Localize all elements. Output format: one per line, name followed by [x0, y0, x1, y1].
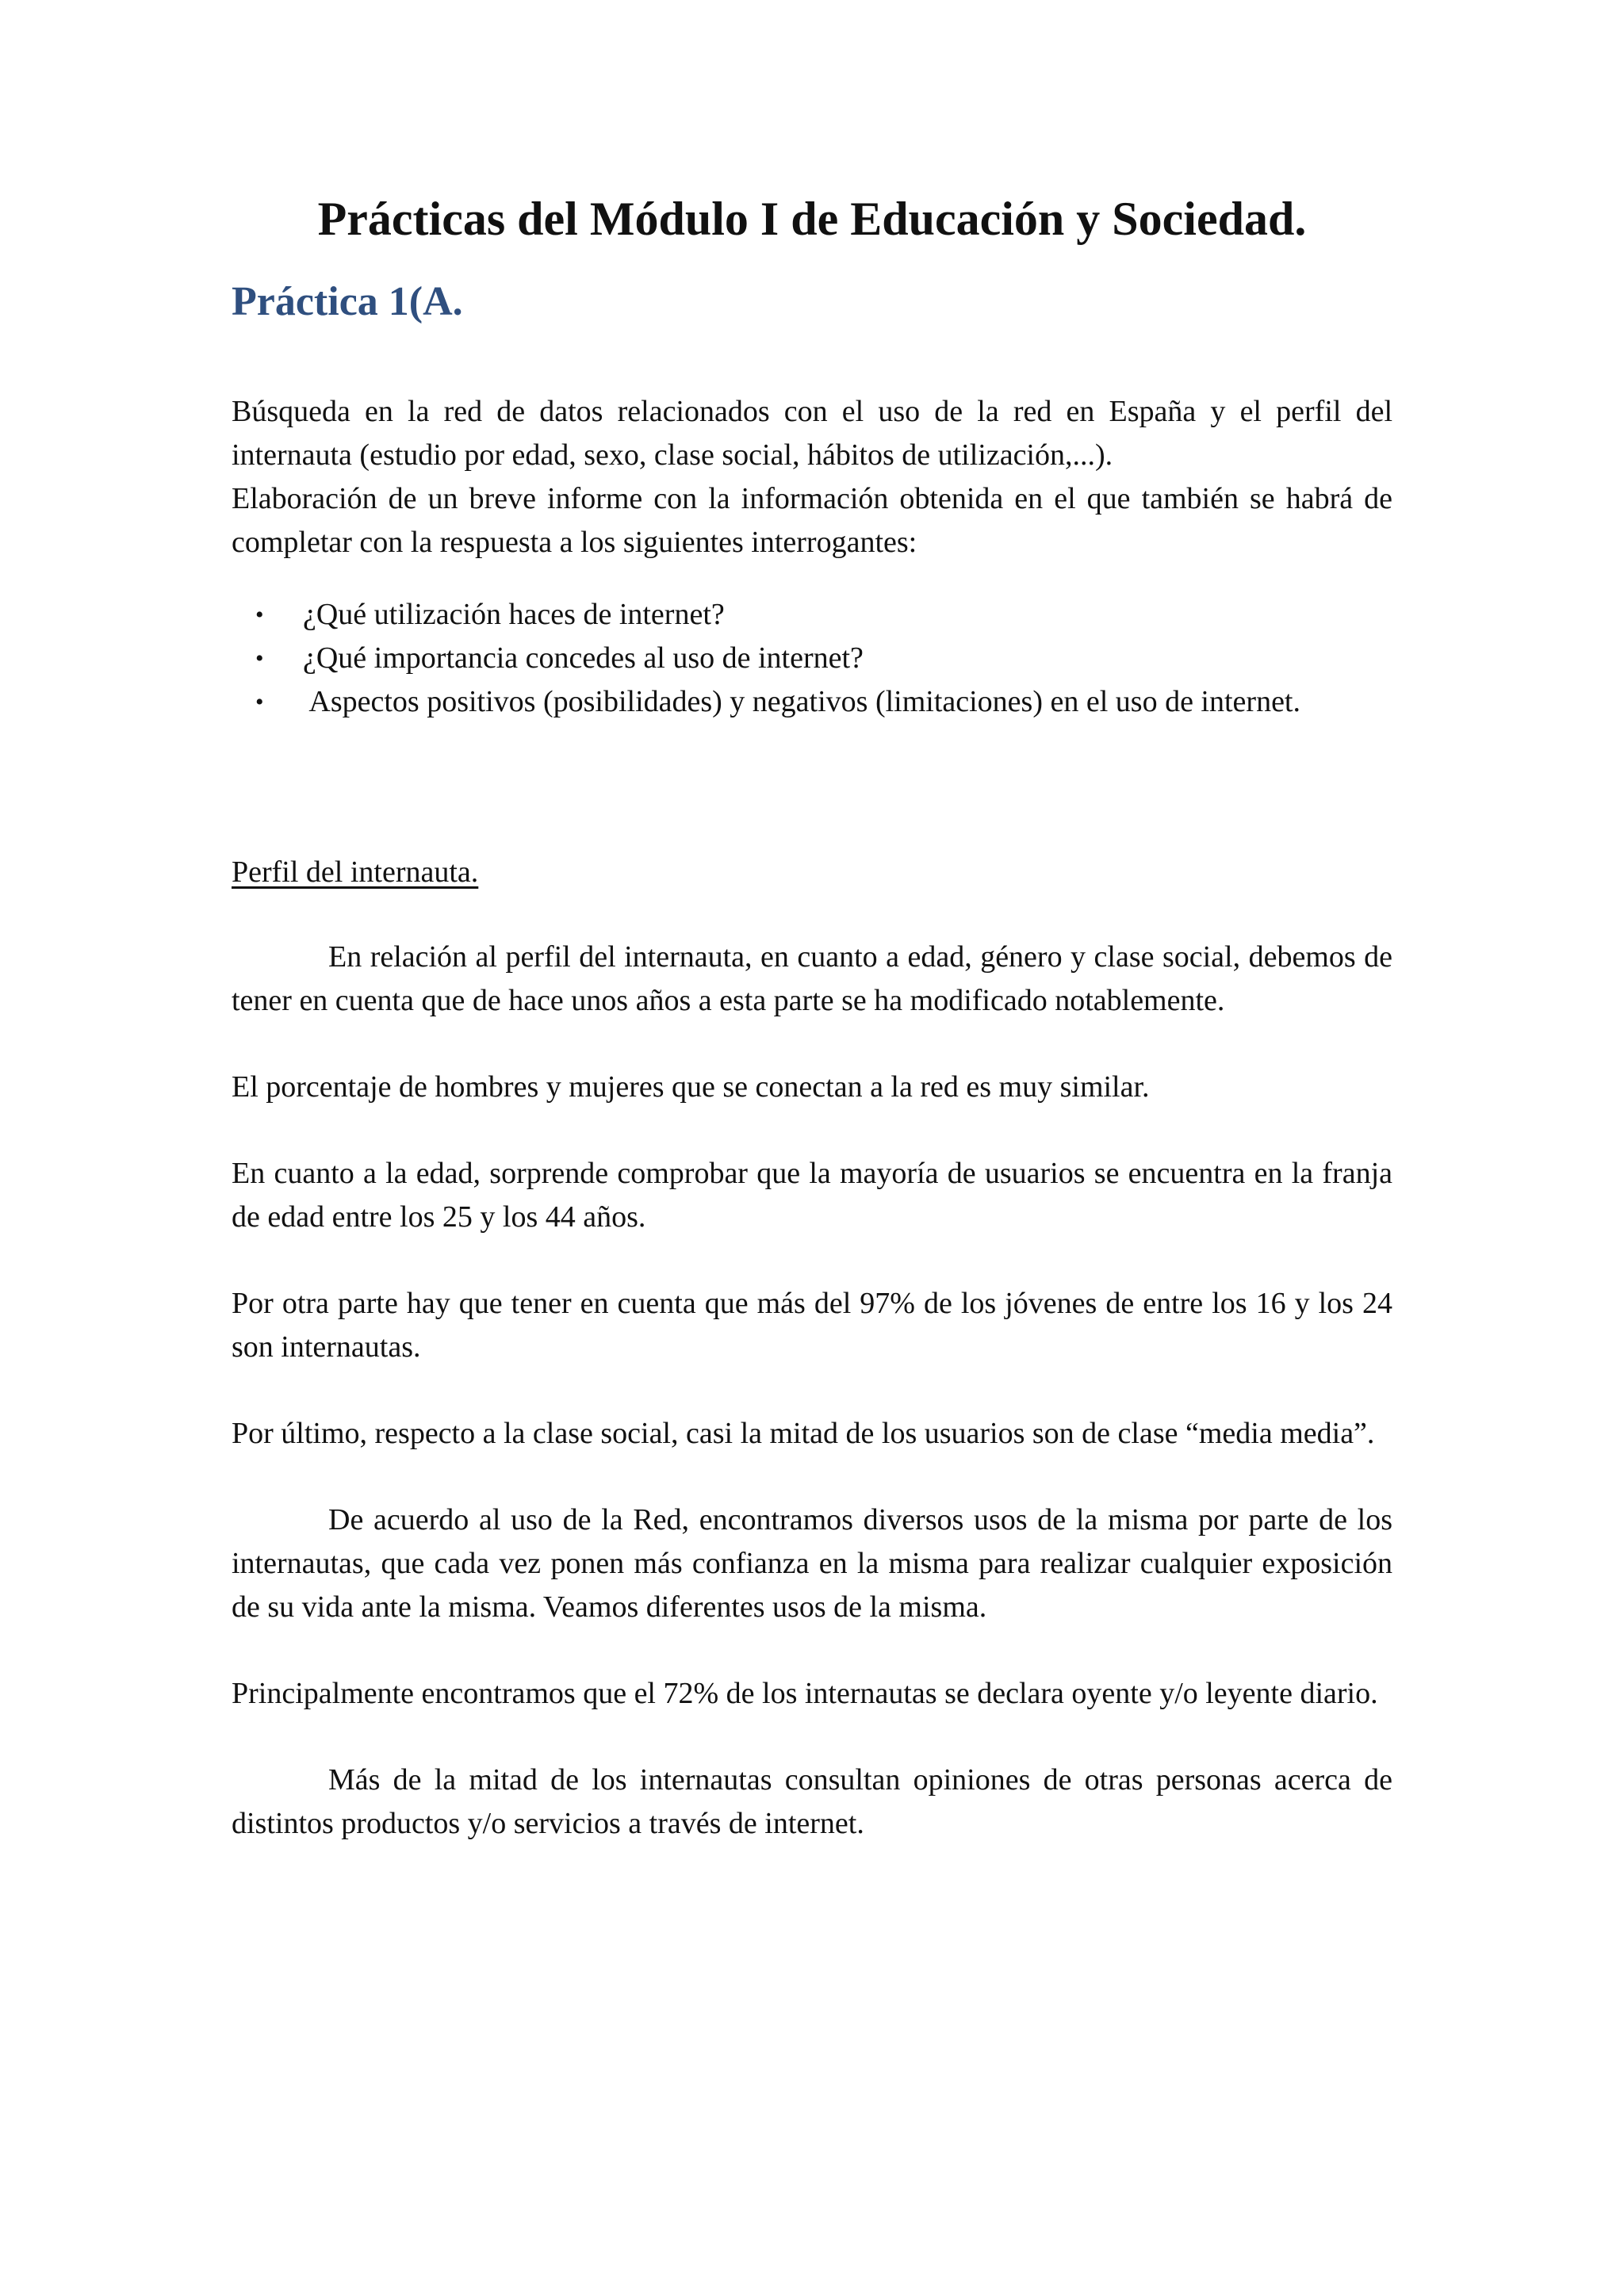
questions-list: [232, 593, 1392, 724]
list-item: [232, 593, 1392, 637]
intro-paragraph: Búsqueda en la red de datos relacionados con el uso de la red en España y el perfil del internauta (estudio por edad, sexo, clase social, hábitos de utilización,...).: [232, 395, 1392, 473]
body-paragraph: Principalmente encontramos que el 72% de los internautas se declara oyente y/o leyente diario.: [232, 1677, 1378, 1711]
intro-paragraph: Elaboración de un breve informe con la información obtenida en el que también se habrá de completar con la respuesta a los siguientes interrogantes:: [232, 482, 1392, 560]
question-text: ¿Qué utilización haces de internet?: [303, 598, 725, 632]
body-paragraph: Por otra parte hay que tener en cuenta que más del 97% de los jóvenes de entre los 16 y los 24 son internautas.: [232, 1287, 1392, 1364]
document-title: Prácticas del Módulo I de Educación y Sociedad.: [317, 193, 1307, 245]
body-paragraph: Más de la mitad de los internautas consultan opiniones de otras personas acerca de distintos productos y/o servicios a través de internet.: [232, 1763, 1392, 1841]
body-text: [232, 936, 1392, 1846]
body-paragraph: En relación al perfil del internauta, en cuanto a edad, género y clase social, debemos de tener en cuenta que de hace unos años a esta parte se ha modificado notablemente.: [232, 940, 1392, 1018]
question-text: ¿Qué importancia concedes al uso de internet?: [303, 641, 864, 675]
practice-subtitle: Práctica 1(A.: [232, 279, 463, 324]
intro-section: [232, 390, 1392, 564]
body-paragraph: En cuanto a la edad, sorprende comprobar que la mayoría de usuarios se encuentra en la franja de edad entre los 25 y los 44 años.: [232, 1157, 1392, 1234]
question-text: Aspectos positivos (posibilidades) y negativos (limitaciones) en el uso de internet.: [303, 685, 1300, 719]
bullet-icon: •: [255, 689, 264, 716]
bullet-icon: •: [255, 602, 264, 629]
list-item: [232, 637, 1392, 680]
body-paragraph: De acuerdo al uso de la Red, encontramos diversos usos de la misma por parte de los internautas, que cada vez ponen más confianza en la misma para realizar cualquier exposición de su vida ante la misma. Veamos diferentes usos de la misma.: [232, 1503, 1392, 1624]
bullet-icon: •: [255, 645, 264, 672]
body-paragraph: El porcentaje de hombres y mujeres que se conectan a la red es muy similar.: [232, 1070, 1150, 1104]
section-heading: Perfil del internauta.: [232, 855, 479, 890]
body-paragraph: Por último, respecto a la clase social, casi la mitad de los usuarios son de clase “media media”.: [232, 1417, 1375, 1451]
list-item: [232, 680, 1392, 724]
document-content: [232, 190, 1392, 1846]
